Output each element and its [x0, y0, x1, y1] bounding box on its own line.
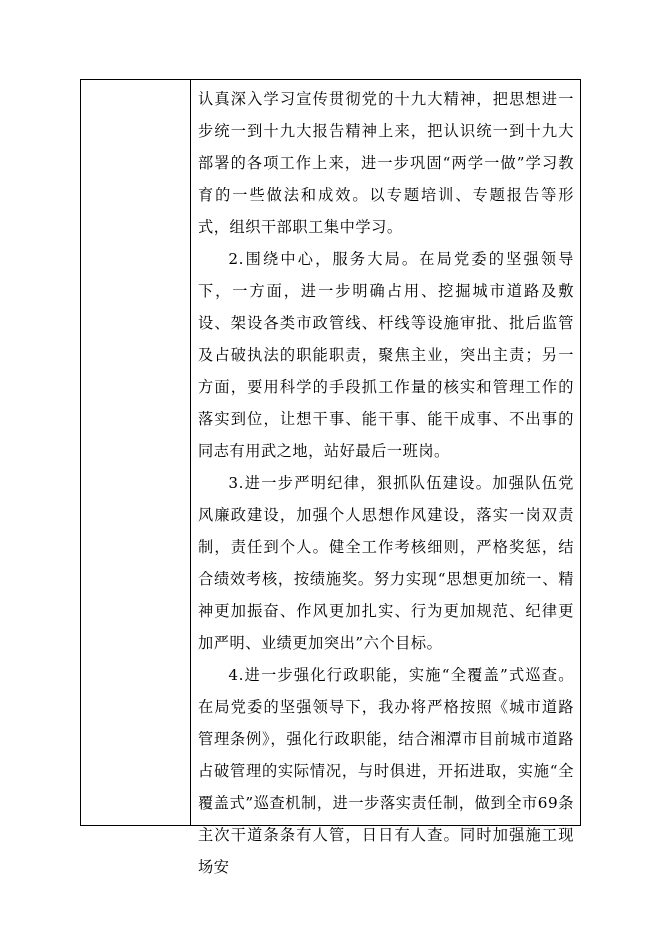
table-content-cell [191, 80, 580, 876]
paragraph-discipline: 3.进一步严明纪律，狠抓队伍建设。加强队伍党风廉政建设，加强个人思想作风建设，落实一岗双责制，责任到个人。健全工作考核细则，严格奖惩，结合绩效考核，按绩施奖。努力实现“思想更加统一、精神更加振奋、作风更加扎实、行为更加规范、纪律更加严明、业绩更加突出”六个目标。 [198, 474, 574, 652]
paragraph-inspection: 4.进一步强化行政职能，实施“全覆盖”式巡查。在局党委的坚强领导下，我办将严格按照《城市道路管理条例》，强化行政职能，结合湘潭市目前城市道路占破管理的实际情况，与时俱进，开拓进取，实施“全覆盖式”巡查机制，进一步落实责任制，做到全市69条主次干道条条有人管，日日有人查。同时加强施工现场安 [198, 666, 574, 876]
document-table [80, 79, 581, 876]
paragraph-serve-overall: 2.围绕中心，服务大局。在局党委的坚强领导下，一方面，进一步明确占用、挖掘城市道路及敷设、架设各类市政管线、杆线等设施审批、批后监管及占破执法的职能职责，聚焦主业，突出主责；另一方面，要用科学的手段抓工作量的核实和管理工作的落实到位，让想干事、能干事、能干成事、不出事的同志有用武之地，站好最后一班岗。 [198, 250, 574, 460]
table-left-cell [81, 80, 191, 825]
paragraph-study-spirit: 认真深入学习宣传贯彻党的十九大精神，把思想进一步统一到十九大报告精神上来，把认识统一到十九大部署的各项工作上来，进一步巩固“两学一做”学习教育的一些做法和成效。以专题培训、专题报告等形式，组织干部职工集中学习。 [198, 90, 574, 236]
